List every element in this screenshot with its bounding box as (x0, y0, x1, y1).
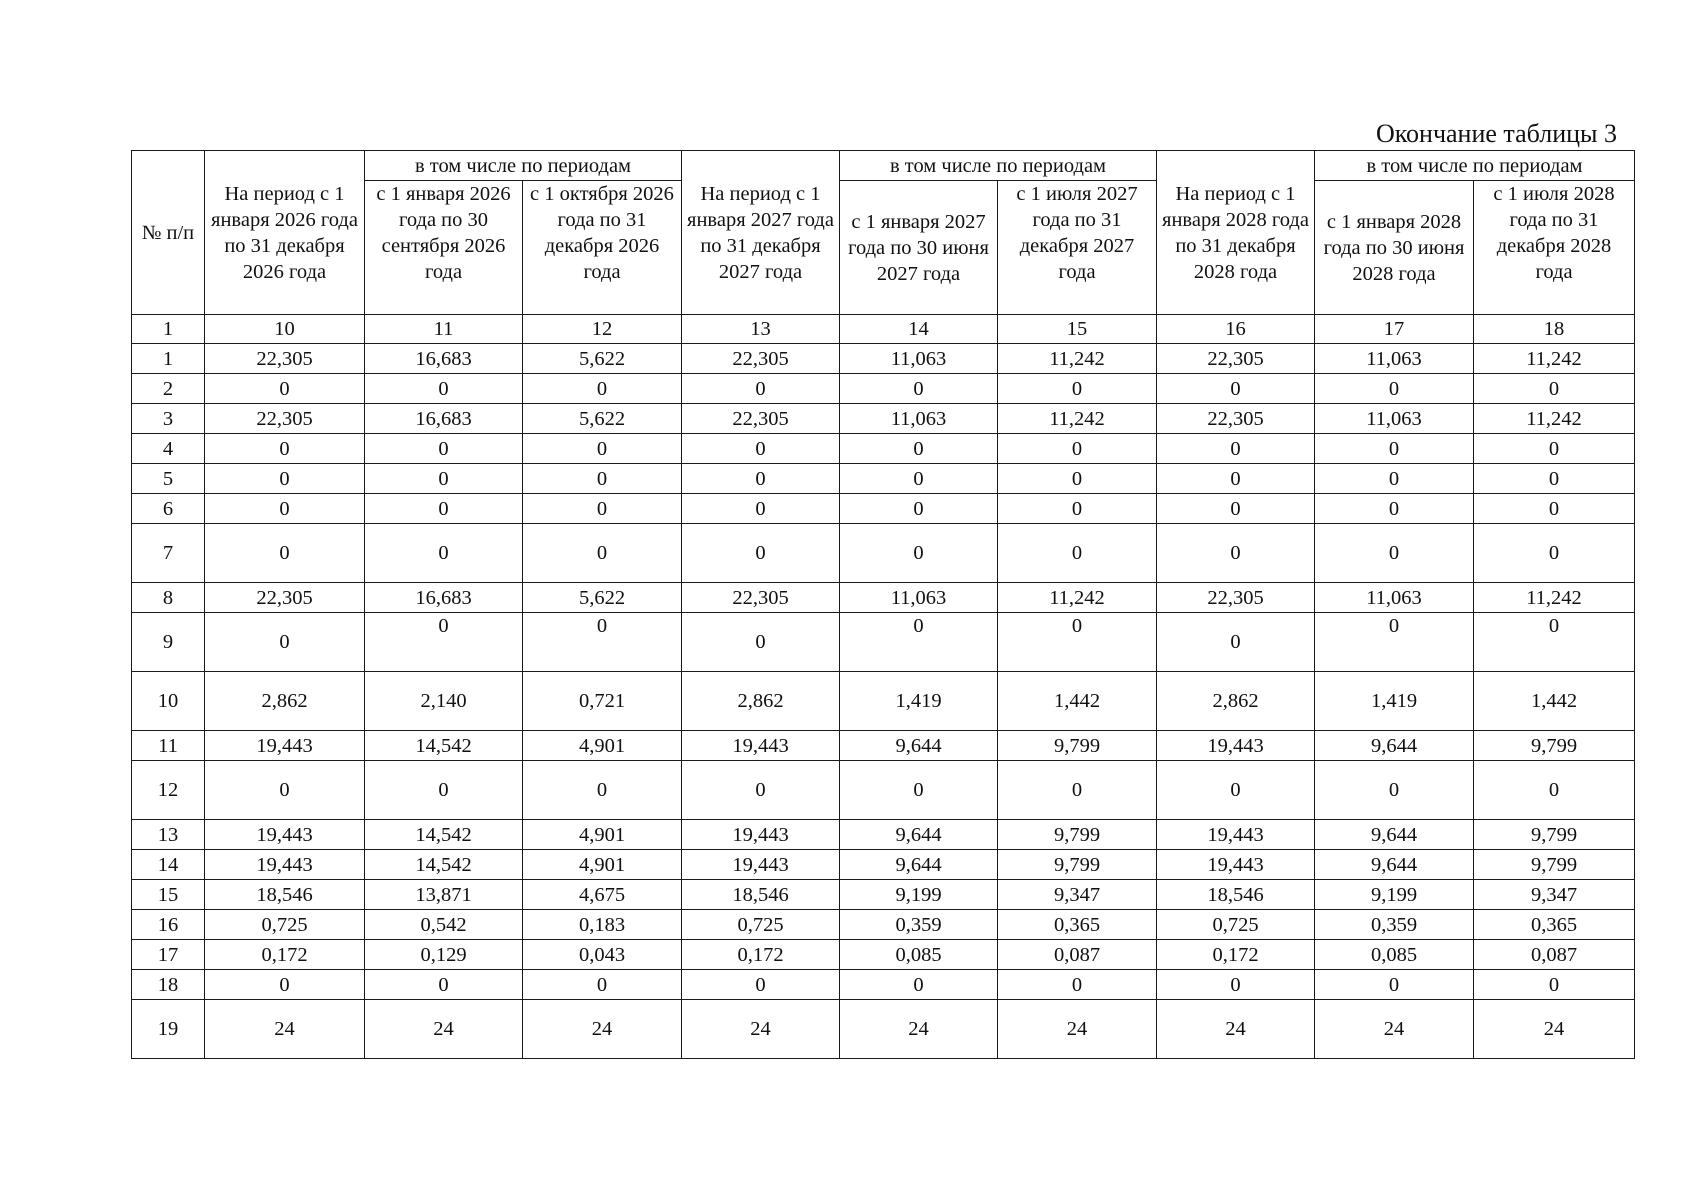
value-cell: 4,675 (523, 880, 682, 910)
value-cell: 1,442 (998, 672, 1157, 731)
row-number-cell: 18 (132, 970, 205, 1000)
value-cell: 11,242 (1474, 404, 1635, 434)
row-number-cell: 6 (132, 494, 205, 524)
header-col-17: с 1 января 2028 года по 30 июня 2028 года (1315, 181, 1474, 315)
table-row (132, 880, 1635, 910)
value-cell: 19,443 (1157, 850, 1315, 880)
value-cell: 0 (1474, 434, 1635, 464)
row-number-cell: 8 (132, 583, 205, 613)
value-cell: 9,644 (840, 731, 998, 761)
value-cell: 0,087 (1474, 940, 1635, 970)
value-cell: 11,242 (998, 344, 1157, 374)
value-cell: 0 (1315, 464, 1474, 494)
table-caption: Окончание таблицы 3 (1375, 119, 1617, 148)
value-cell: 9,199 (1315, 880, 1474, 910)
value-cell: 19,443 (682, 731, 840, 761)
value-cell: 0 (523, 761, 682, 820)
value-cell: 9,644 (1315, 731, 1474, 761)
column-number: 11 (365, 315, 523, 344)
value-cell: 14,542 (365, 820, 523, 850)
value-cell: 0 (365, 494, 523, 524)
value-cell: 0 (523, 374, 682, 404)
column-number: 14 (840, 315, 998, 344)
value-cell: 0,542 (365, 910, 523, 940)
value-cell: 0 (523, 613, 682, 672)
table-row (132, 850, 1635, 880)
value-cell: 9,799 (1474, 820, 1635, 850)
value-cell: 4,901 (523, 820, 682, 850)
value-cell: 0 (1157, 374, 1315, 404)
column-number: 16 (1157, 315, 1315, 344)
value-cell: 0 (523, 524, 682, 583)
value-cell: 0 (365, 524, 523, 583)
table-row (132, 613, 1635, 672)
value-cell: 0 (840, 761, 998, 820)
value-cell: 0,172 (205, 940, 365, 970)
value-cell: 0 (205, 494, 365, 524)
value-cell: 11,063 (840, 344, 998, 374)
value-cell: 14,542 (365, 850, 523, 880)
value-cell: 22,305 (1157, 344, 1315, 374)
value-cell: 0 (998, 374, 1157, 404)
table-row (132, 374, 1635, 404)
value-cell: 19,443 (1157, 731, 1315, 761)
value-cell: 13,871 (365, 880, 523, 910)
value-cell: 0 (1474, 524, 1635, 583)
row-number-cell: 12 (132, 761, 205, 820)
value-cell: 0 (998, 494, 1157, 524)
header-col-10: На период с 1 января 2026 года по 31 декабря 2026 года (205, 151, 365, 315)
value-cell: 9,799 (998, 850, 1157, 880)
value-cell: 0,085 (840, 940, 998, 970)
value-cell: 0,725 (682, 910, 840, 940)
value-cell: 19,443 (205, 731, 365, 761)
value-cell: 0 (1315, 434, 1474, 464)
row-number-cell: 10 (132, 672, 205, 731)
row-number-cell: 1 (132, 344, 205, 374)
value-cell: 24 (1474, 1000, 1635, 1059)
header-col-16: На период с 1 января 2028 года по 31 декабря 2028 года (1157, 151, 1315, 315)
value-cell: 0 (205, 374, 365, 404)
value-cell: 0 (523, 494, 682, 524)
value-cell: 4,901 (523, 731, 682, 761)
value-cell: 0,087 (998, 940, 1157, 970)
value-cell: 1,419 (1315, 672, 1474, 731)
row-number-cell: 2 (132, 374, 205, 404)
value-cell: 0 (840, 464, 998, 494)
value-cell: 0 (523, 464, 682, 494)
value-cell: 0 (998, 464, 1157, 494)
header-col-14: с 1 января 2027 года по 30 июня 2027 года (840, 181, 998, 315)
table-row (132, 940, 1635, 970)
value-cell: 0 (205, 434, 365, 464)
table-row (132, 344, 1635, 374)
value-cell: 0 (1157, 434, 1315, 464)
value-cell: 19,443 (205, 850, 365, 880)
value-cell: 2,862 (205, 672, 365, 731)
header-no-col: № п/п (132, 151, 205, 315)
header-group-2027: в том числе по периодам (840, 151, 1157, 181)
column-number: 13 (682, 315, 840, 344)
value-cell: 24 (682, 1000, 840, 1059)
table-row (132, 761, 1635, 820)
value-cell: 0 (840, 374, 998, 404)
value-cell: 0 (205, 970, 365, 1000)
value-cell: 9,644 (1315, 850, 1474, 880)
value-cell: 11,063 (840, 583, 998, 613)
value-cell: 0 (682, 494, 840, 524)
value-cell: 0,085 (1315, 940, 1474, 970)
value-cell: 0 (998, 970, 1157, 1000)
value-cell: 0 (523, 970, 682, 1000)
value-cell: 0 (365, 374, 523, 404)
value-cell: 9,644 (840, 820, 998, 850)
value-cell: 16,683 (365, 404, 523, 434)
value-cell: 0 (1315, 761, 1474, 820)
table-row (132, 672, 1635, 731)
value-cell: 0 (1474, 374, 1635, 404)
value-cell: 24 (1315, 1000, 1474, 1059)
value-cell: 22,305 (1157, 404, 1315, 434)
value-cell: 22,305 (205, 404, 365, 434)
value-cell: 9,199 (840, 880, 998, 910)
value-cell: 0 (1474, 464, 1635, 494)
value-cell: 11,063 (1315, 344, 1474, 374)
table-row (132, 910, 1635, 940)
value-cell: 24 (840, 1000, 998, 1059)
header-col-18: с 1 июля 2028 года по 31 декабря 2028 года (1474, 181, 1635, 315)
value-cell: 0 (682, 524, 840, 583)
value-cell: 19,443 (1157, 820, 1315, 850)
value-cell: 22,305 (682, 583, 840, 613)
value-cell: 11,063 (840, 404, 998, 434)
value-cell: 0,725 (1157, 910, 1315, 940)
value-cell: 22,305 (205, 344, 365, 374)
value-cell: 18,546 (205, 880, 365, 910)
value-cell: 11,063 (1315, 583, 1474, 613)
column-number: 12 (523, 315, 682, 344)
row-number-cell: 19 (132, 1000, 205, 1059)
header-group-2028: в том числе по периодам (1315, 151, 1635, 181)
value-cell: 9,347 (1474, 880, 1635, 910)
value-cell: 11,242 (1474, 344, 1635, 374)
value-cell: 22,305 (682, 404, 840, 434)
value-cell: 0 (1157, 524, 1315, 583)
column-number: 10 (205, 315, 365, 344)
header-col-13: На период с 1 января 2027 года по 31 декабря 2027 года (682, 151, 840, 315)
value-cell: 9,799 (1474, 850, 1635, 880)
value-cell: 11,242 (998, 404, 1157, 434)
row-number-cell: 17 (132, 940, 205, 970)
value-cell: 0,183 (523, 910, 682, 940)
value-cell: 0 (365, 613, 523, 672)
value-cell: 0 (1315, 524, 1474, 583)
value-cell: 0 (1474, 494, 1635, 524)
value-cell: 0 (205, 761, 365, 820)
value-cell: 0 (1315, 613, 1474, 672)
table-row (132, 583, 1635, 613)
value-cell: 0 (998, 434, 1157, 464)
value-cell: 0 (840, 524, 998, 583)
value-cell: 9,644 (1315, 820, 1474, 850)
value-cell: 0 (998, 761, 1157, 820)
value-cell: 0 (365, 434, 523, 464)
table-row (132, 494, 1635, 524)
value-cell: 0 (365, 464, 523, 494)
column-number-row (132, 315, 1635, 344)
data-table (131, 150, 1635, 1059)
value-cell: 0,721 (523, 672, 682, 731)
table-body (132, 344, 1635, 1059)
value-cell: 19,443 (682, 820, 840, 850)
value-cell: 5,622 (523, 404, 682, 434)
value-cell: 0 (523, 434, 682, 464)
value-cell: 2,862 (1157, 672, 1315, 731)
column-number: 17 (1315, 315, 1474, 344)
table-row (132, 434, 1635, 464)
table-row (132, 464, 1635, 494)
header-group-2026: в том числе по периодам (365, 151, 682, 181)
value-cell: 0 (1157, 970, 1315, 1000)
value-cell: 0 (840, 434, 998, 464)
value-cell: 0 (205, 524, 365, 583)
value-cell: 0,725 (205, 910, 365, 940)
value-cell: 4,901 (523, 850, 682, 880)
value-cell: 24 (998, 1000, 1157, 1059)
row-number-cell: 16 (132, 910, 205, 940)
value-cell: 0 (1315, 494, 1474, 524)
value-cell: 0 (682, 761, 840, 820)
row-number-cell: 11 (132, 731, 205, 761)
value-cell: 14,542 (365, 731, 523, 761)
row-number-cell: 3 (132, 404, 205, 434)
value-cell: 19,443 (205, 820, 365, 850)
value-cell: 0 (1157, 464, 1315, 494)
value-cell: 11,242 (998, 583, 1157, 613)
value-cell: 0 (205, 464, 365, 494)
value-cell: 22,305 (205, 583, 365, 613)
value-cell: 0 (998, 524, 1157, 583)
table-row (132, 731, 1635, 761)
value-cell: 22,305 (682, 344, 840, 374)
value-cell: 0 (840, 970, 998, 1000)
value-cell: 9,799 (998, 731, 1157, 761)
header-col-12: с 1 октября 2026 года по 31 декабря 2026 года (523, 181, 682, 315)
value-cell: 9,799 (998, 820, 1157, 850)
value-cell: 0,172 (1157, 940, 1315, 970)
header-col-11: с 1 января 2026 года по 30 сентября 2026 года (365, 181, 523, 315)
value-cell: 0,043 (523, 940, 682, 970)
value-cell: 16,683 (365, 583, 523, 613)
table-row (132, 524, 1635, 583)
value-cell: 0 (1474, 970, 1635, 1000)
table-row (132, 820, 1635, 850)
column-number: 15 (998, 315, 1157, 344)
value-cell: 18,546 (682, 880, 840, 910)
value-cell: 24 (205, 1000, 365, 1059)
value-cell: 0 (998, 613, 1157, 672)
value-cell: 0,359 (840, 910, 998, 940)
value-cell: 0 (840, 494, 998, 524)
value-cell: 0,359 (1315, 910, 1474, 940)
value-cell: 0,365 (1474, 910, 1635, 940)
value-cell: 11,242 (1474, 583, 1635, 613)
row-number-cell: 15 (132, 880, 205, 910)
value-cell: 2,862 (682, 672, 840, 731)
value-cell: 0 (1157, 761, 1315, 820)
column-number: 18 (1474, 315, 1635, 344)
value-cell: 0 (682, 613, 840, 672)
table-row (132, 1000, 1635, 1059)
value-cell: 0 (1157, 613, 1315, 672)
value-cell: 0 (1157, 494, 1315, 524)
row-number-cell: 5 (132, 464, 205, 494)
value-cell: 0 (1474, 613, 1635, 672)
value-cell: 0 (205, 613, 365, 672)
value-cell: 24 (365, 1000, 523, 1059)
value-cell: 0 (682, 970, 840, 1000)
header-col-15: с 1 июля 2027 года по 31 декабря 2027 года (998, 181, 1157, 315)
value-cell: 9,644 (840, 850, 998, 880)
row-number-cell: 13 (132, 820, 205, 850)
value-cell: 0 (365, 970, 523, 1000)
value-cell: 0,365 (998, 910, 1157, 940)
value-cell: 9,799 (1474, 731, 1635, 761)
value-cell: 18,546 (1157, 880, 1315, 910)
value-cell: 1,442 (1474, 672, 1635, 731)
value-cell: 22,305 (1157, 583, 1315, 613)
value-cell: 0 (682, 434, 840, 464)
value-cell: 11,063 (1315, 404, 1474, 434)
value-cell: 0 (682, 374, 840, 404)
value-cell: 0,129 (365, 940, 523, 970)
header-row-groups (132, 151, 1635, 181)
row-number-cell: 9 (132, 613, 205, 672)
value-cell: 2,140 (365, 672, 523, 731)
row-number-cell: 14 (132, 850, 205, 880)
value-cell: 0 (1315, 374, 1474, 404)
value-cell: 9,347 (998, 880, 1157, 910)
value-cell: 24 (523, 1000, 682, 1059)
value-cell: 5,622 (523, 583, 682, 613)
column-number: 1 (132, 315, 205, 344)
row-number-cell: 7 (132, 524, 205, 583)
value-cell: 0 (1474, 761, 1635, 820)
value-cell: 0 (365, 761, 523, 820)
value-cell: 1,419 (840, 672, 998, 731)
table-row (132, 404, 1635, 434)
value-cell: 24 (1157, 1000, 1315, 1059)
table-row (132, 970, 1635, 1000)
value-cell: 0,172 (682, 940, 840, 970)
value-cell: 19,443 (682, 850, 840, 880)
value-cell: 5,622 (523, 344, 682, 374)
value-cell: 0 (682, 464, 840, 494)
value-cell: 16,683 (365, 344, 523, 374)
row-number-cell: 4 (132, 434, 205, 464)
value-cell: 0 (840, 613, 998, 672)
value-cell: 0 (1315, 970, 1474, 1000)
